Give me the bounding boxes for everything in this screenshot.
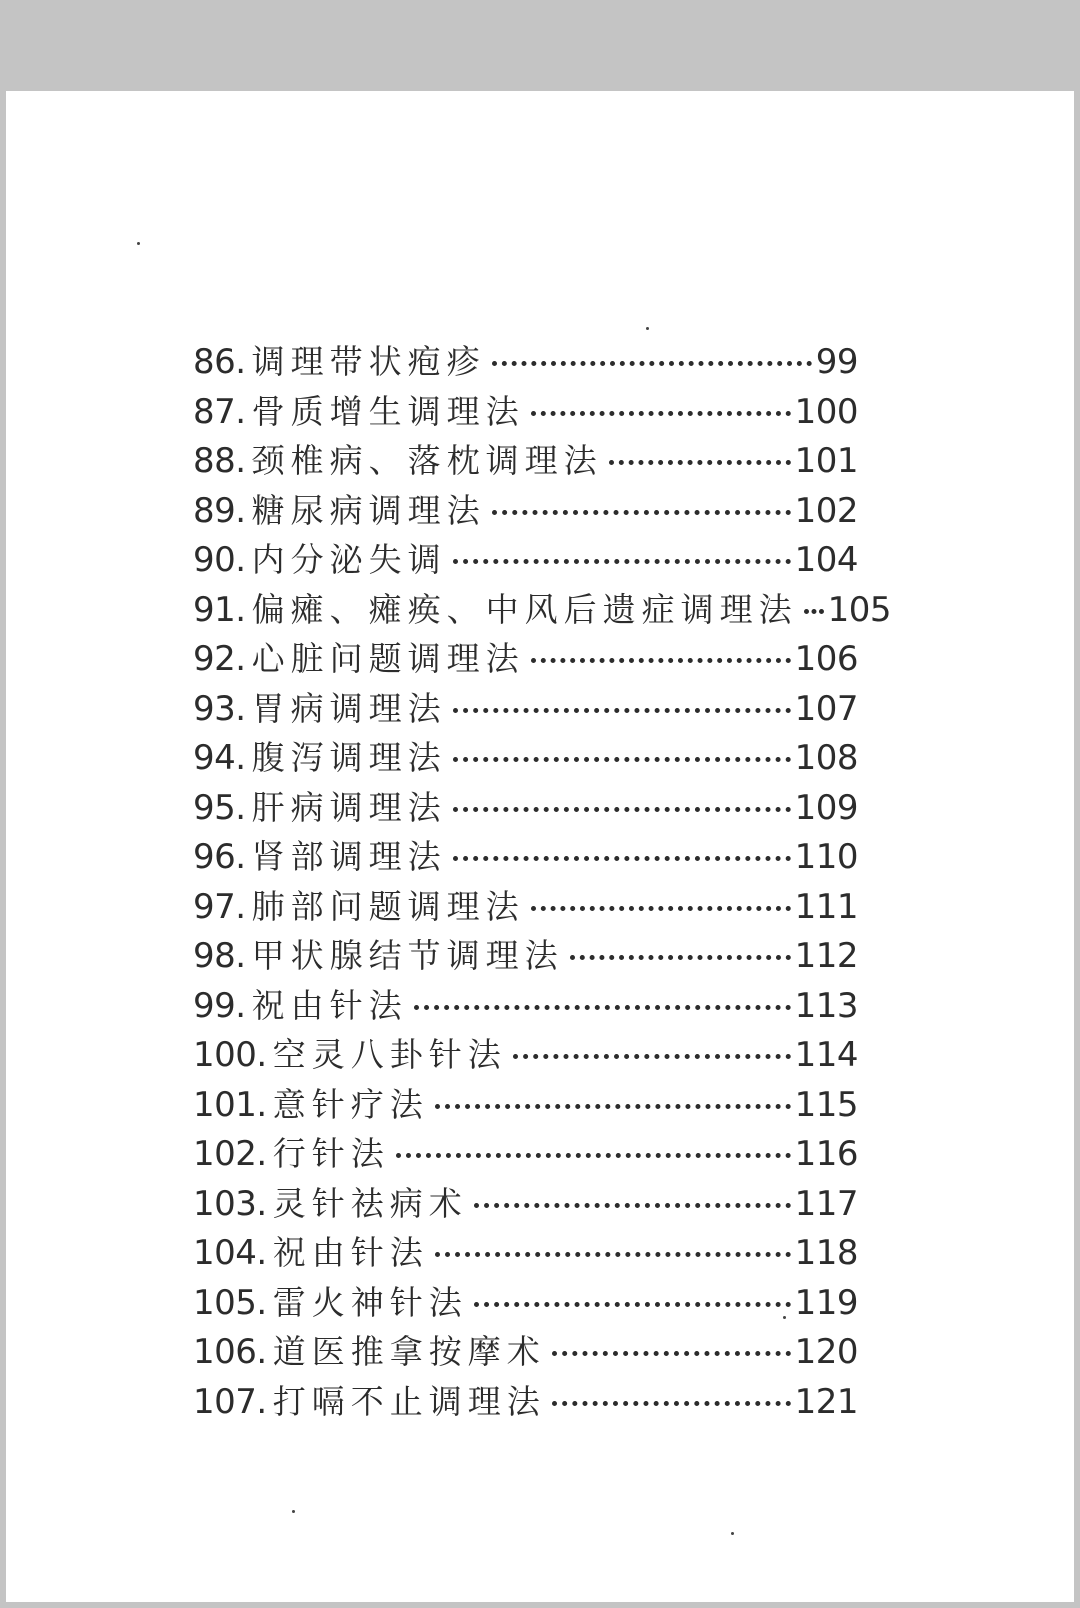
toc-entry	[193, 337, 858, 387]
toc-entry-page: 118	[794, 1233, 858, 1273]
toc-entry-number: 93.	[193, 688, 246, 729]
toc-entry	[193, 1377, 858, 1427]
dot-leader	[609, 460, 791, 465]
toc-entry-page: 110	[794, 837, 858, 877]
toc-entry-number: 107.	[193, 1381, 267, 1422]
toc-entry-page: 113	[794, 985, 858, 1026]
dot-leader	[453, 807, 791, 812]
scan-speck	[783, 1316, 786, 1319]
dot-leader	[531, 906, 791, 911]
dot-leader	[531, 411, 791, 416]
toc-entry-page: 99	[815, 342, 858, 382]
dot-leader	[474, 1203, 791, 1208]
toc-entry-page: 117	[794, 1183, 858, 1224]
toc-entry	[193, 931, 858, 981]
toc-entry-title: 偏瘫、瘫痪、中风后遗症调理法	[251, 589, 798, 629]
toc-entry-number: 98.	[193, 936, 246, 976]
toc-entry-page: 101	[794, 441, 858, 481]
toc-entry-page: 108	[794, 738, 858, 778]
toc-entry-title: 打嗝不止调理法	[272, 1381, 546, 1421]
toc-entry	[193, 486, 858, 536]
toc-entry	[193, 733, 858, 783]
toc-entry	[193, 1030, 858, 1080]
toc-entry-number: 90.	[193, 540, 246, 580]
toc-entry-number: 87.	[193, 391, 246, 432]
dot-leader	[804, 609, 824, 614]
dot-leader	[453, 559, 791, 564]
toc-entry-number: 104.	[193, 1233, 267, 1273]
toc-entry-page: 109	[794, 787, 858, 828]
toc-entry	[193, 832, 858, 882]
toc-entry-page: 115	[794, 1084, 858, 1125]
dot-leader	[435, 1104, 791, 1109]
toc-entry-title: 肾部调理法	[251, 837, 447, 876]
toc-entry-number: 94.	[193, 738, 246, 778]
toc-entry-page: 114	[794, 1035, 858, 1075]
toc-entry-number: 89.	[193, 490, 246, 531]
toc-entry-number: 92.	[193, 639, 246, 679]
toc-entry-title: 心脏问题调理法	[251, 639, 525, 678]
toc-entry-title: 内分泌失调	[251, 540, 447, 579]
dot-leader	[453, 856, 791, 861]
dot-leader	[552, 1401, 791, 1406]
toc-entry-title: 骨质增生调理法	[251, 391, 525, 431]
toc-entry	[193, 1080, 858, 1130]
toc-entry-title: 雷火神针法	[272, 1282, 468, 1322]
toc-entry	[193, 1228, 858, 1278]
scan-speck	[137, 242, 140, 245]
toc-entry-title: 调理带状疱疹	[251, 342, 486, 381]
dot-leader	[396, 1153, 791, 1158]
toc-entry-page: 112	[794, 936, 858, 976]
toc-entry-title: 行针法	[272, 1134, 390, 1173]
dot-leader	[492, 510, 791, 515]
table-of-contents	[193, 337, 891, 1426]
dot-leader	[474, 1302, 791, 1307]
toc-entry	[193, 1327, 858, 1377]
toc-entry-title: 肝病调理法	[251, 787, 447, 827]
toc-entry	[193, 1179, 858, 1229]
toc-entry-title: 胃病调理法	[251, 688, 447, 728]
toc-entry	[193, 981, 858, 1031]
toc-entry-number: 101.	[193, 1084, 267, 1125]
toc-entry	[193, 783, 858, 833]
toc-entry-title: 道医推拿按摩术	[272, 1332, 546, 1371]
scan-speck	[292, 1510, 295, 1513]
dot-leader	[453, 708, 791, 713]
toc-entry-number: 105.	[193, 1282, 267, 1323]
toc-entry-number: 88.	[193, 441, 246, 481]
toc-entry-title: 糖尿病调理法	[251, 490, 486, 530]
toc-entry	[193, 436, 858, 486]
toc-entry-page: 102	[794, 490, 858, 531]
toc-entry-title: 祝由针法	[272, 1233, 429, 1272]
toc-entry-number: 106.	[193, 1332, 267, 1372]
toc-entry-title: 灵针祛病术	[272, 1183, 468, 1223]
toc-entry-page: 121	[794, 1381, 858, 1422]
toc-entry-page: 105	[827, 589, 891, 630]
dot-leader	[531, 658, 791, 663]
scan-speck	[731, 1532, 734, 1535]
toc-entry-title: 腹泻调理法	[251, 738, 447, 777]
toc-entry-page: 104	[794, 540, 858, 580]
dot-leader	[435, 1252, 791, 1257]
toc-entry-number: 86.	[193, 342, 246, 382]
toc-entry-page: 100	[794, 391, 858, 432]
toc-entry-number: 91.	[193, 589, 246, 630]
scan-speck	[646, 327, 649, 330]
toc-entry	[193, 585, 891, 635]
toc-entry-number: 99.	[193, 985, 246, 1026]
toc-entry	[193, 387, 858, 437]
toc-entry-title: 祝由针法	[251, 985, 408, 1025]
dot-leader	[513, 1054, 791, 1059]
dot-leader	[552, 1351, 791, 1356]
toc-entry-page: 107	[794, 688, 858, 729]
toc-entry-title: 甲状腺结节调理法	[251, 936, 564, 975]
toc-entry-title: 意针疗法	[272, 1084, 429, 1124]
toc-entry-page: 106	[794, 639, 858, 679]
toc-entry	[193, 535, 858, 585]
toc-entry	[193, 1129, 858, 1179]
toc-entry-title: 颈椎病、落枕调理法	[251, 441, 603, 480]
toc-entry-page: 116	[794, 1134, 858, 1174]
toc-entry	[193, 882, 858, 932]
toc-entry	[193, 684, 858, 734]
toc-entry-number: 97.	[193, 886, 246, 927]
dot-leader	[492, 361, 812, 366]
dot-leader	[570, 955, 791, 960]
toc-entry-page: 111	[794, 886, 858, 927]
toc-entry	[193, 1278, 858, 1328]
toc-entry-page: 120	[794, 1332, 858, 1372]
toc-entry-title: 肺部问题调理法	[251, 886, 525, 926]
toc-entry	[193, 634, 858, 684]
dot-leader	[453, 757, 791, 762]
toc-entry-number: 96.	[193, 837, 246, 877]
toc-entry-number: 102.	[193, 1134, 267, 1174]
toc-entry-number: 103.	[193, 1183, 267, 1224]
toc-entry-title: 空灵八卦针法	[272, 1035, 507, 1074]
toc-entry-page: 119	[794, 1282, 858, 1323]
toc-entry-number: 95.	[193, 787, 246, 828]
toc-entry-number: 100.	[193, 1035, 267, 1075]
dot-leader	[414, 1005, 791, 1010]
